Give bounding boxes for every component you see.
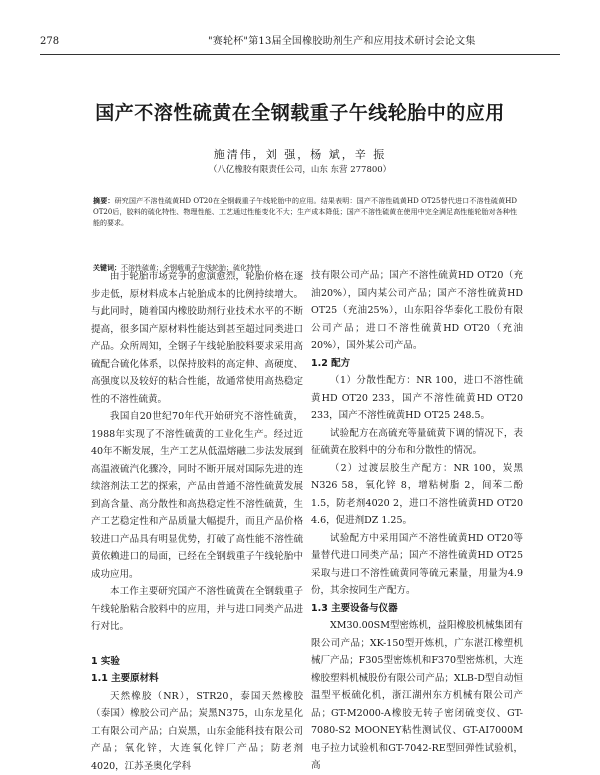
authors: 施清伟，刘 强，杨 斌，辛 振 <box>40 146 560 162</box>
body-paragraph: （2）过渡层胶生产配方：NR 100，炭黑N326 58，氧化锌 8，增粘树脂 2，间苯二酚 1.5，防老剂4020 2，进口不溶性硫黄HD OT20 4.6，促进剂DZ 1.25。 <box>311 460 523 530</box>
subsection-heading: 1.2 配方 <box>311 355 523 373</box>
subsection-heading: 1.3 主要设备与仪器 <box>311 600 523 618</box>
body-paragraph: 本工作主要研究国产不溶性硫黄在全钢载重子午线轮胎粘合胶料中的应用，并与进口同类产品进行对比。 <box>91 583 303 636</box>
running-header <box>40 30 560 55</box>
keywords-text: 不溶性硫黄；全钢载重子午线轮胎；硫化特性 <box>121 264 261 272</box>
paper-title: 国产不溶性硫黄在全钢载重子午线轮胎中的应用 <box>40 98 560 125</box>
keywords-label: 关键词： <box>93 264 121 272</box>
body-paragraph: 试验配方在高硫充等量硫黄下调的情况下，表征硫黄在胶料中的分布和分散性的情况。 <box>311 425 523 460</box>
running-title: "赛轮杯"第13届全国橡胶助剂生产和应用技术研讨会论文集 <box>208 30 476 54</box>
affiliation: （八亿橡胶有限责任公司，山东 东营 277800） <box>40 163 560 175</box>
body-paragraph: （1）分散性配方：NR 100，进口不溶性硫黄HD OT20 233，国产不溶性硫黄HD OT20 233，国产不溶性硫黄HD OT25 248.5。 <box>311 372 523 425</box>
abstract <box>93 196 517 229</box>
subsection-heading: 1.1 主要原材料 <box>91 670 303 688</box>
abstract-text: 研究国产不溶性硫黄HD OT20在全钢载重子午线轮胎中的应用。结果表明：国产不溶性硫黄HD OT25替代进口不溶性硫黄HD OT20后，胶料的硫化特性、物理性能、工艺通过性能变化不大；生产成本降低；国产不溶性硫黄在使用中完全满足高性能轮胎对各种性能的要求。 <box>93 197 517 227</box>
body-paragraph: 我国自20世纪70年代开始研究不溶性硫黄，1988年实现了不溶性硫黄的工业化生产。经过近40年不断发展，生产工艺从低温熔融二步法发展到高温液硫汽化骤冷，同时不断开展对国际先进的连续溶剂法工艺的探索，产品由普通不溶性硫黄发展到高含量、高分散性和高热稳定性不溶性硫黄，生产工艺稳定性和产品质量大幅提升，而且产品价格较进口产品具有明显优势，打破了高性能不溶性硫黄依赖进口的局面，已经在全钢载重子午线轮胎中成功应用。 <box>91 408 303 583</box>
page-number: 278 <box>40 30 59 54</box>
body-column-left <box>91 268 303 775</box>
body-paragraph: 天然橡胶（NR），STR20，泰国天然橡胶（泰国）橡胶公司产品；炭黑N375，山东龙星化工有限公司产品；白炭黑，山东金能科技有限公司产品；氧化锌，大连氧化锌厂产品；防老剂4020，江苏圣奥化学科 <box>91 688 303 775</box>
body-column-right <box>311 267 523 775</box>
body-paragraph: 技有限公司产品；国产不溶性硫黄HD OT20（充油20%），国内某公司产品；国产不溶性硫黄HD OT25（充油25%），山东阳谷华泰化工股份有限公司产品；进口不溶性硫黄HD OT20（充油20%），国外某公司产品。 <box>311 267 523 355</box>
body-paragraph: 由于轮胎市场竞争的愈演愈烈，轮胎价格在逐步走低，原材料成本占轮胎成本的比例持续增大。与此同时，随着国内橡胶助剂行业技术水平的不断提高，很多国产原材料性能达到甚至超过同类进口产品。众所周知，全钢子午线轮胎胶料要求采用高硫配合硫化体系，以保持胶料的高定伸、高硬度、高强度以及较好的粘合性能，故通常使用高热稳定性的不溶性硫黄。 <box>91 268 303 408</box>
section-gap <box>91 636 303 653</box>
abstract-label: 摘要： <box>93 197 115 205</box>
section-heading: 1 实验 <box>91 653 303 671</box>
body-paragraph: XM30.00SM型密炼机，益阳橡胶机械集团有限公司产品；XK-150型开炼机，广东湛江橡塑机械厂产品；F305型密炼机和F370型密炼机，大连橡胶塑料机械股份有限公司产品；XLB-D型自动恒温型平板硫化机，浙江湖州东方机械有限公司产品；GT-M2000-A橡胶无转子密闭硫变仪、GT-7080-S2 MOONEY粘性测试仪、GT-AI7000M电子拉力试验机和GT-7042-RE型回弹性试验机，高 <box>311 617 523 775</box>
body-paragraph: 试验配方中采用国产不溶性硫黄HD OT20等量替代进口同类产品；国产不溶性硫黄HD OT25采取与进口不溶性硫黄同等硫元素量，用量为4.9份，其余按同生产配方。 <box>311 530 523 600</box>
